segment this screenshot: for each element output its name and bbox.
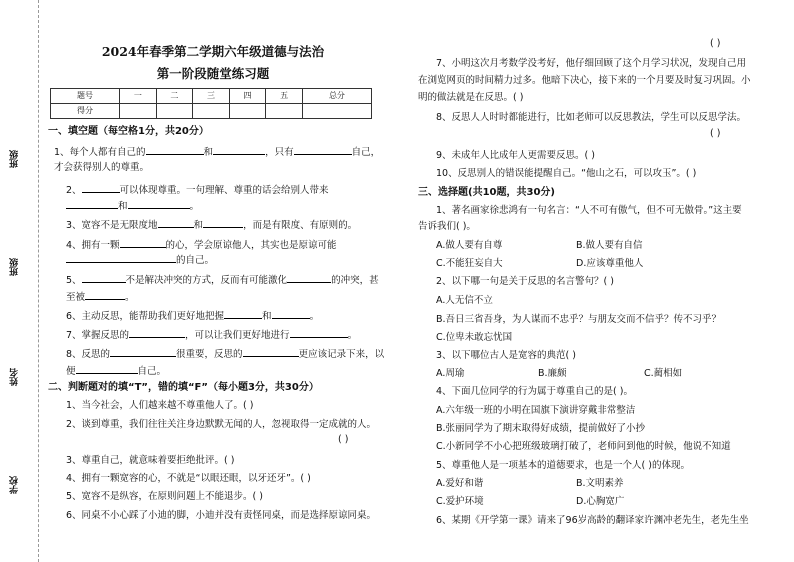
q-text: 5、 bbox=[66, 275, 82, 286]
judge-q6: 6、同桌不小心踩了小迪的脚，小迪并没有责怪同桌，而是选择原谅同桌。 bbox=[66, 510, 377, 521]
fill-q5-cont bbox=[66, 290, 135, 304]
score-header: 四 bbox=[229, 89, 266, 104]
blank[interactable] bbox=[272, 309, 310, 319]
blank[interactable] bbox=[294, 145, 352, 155]
q-text: 6、主动反思，能帮助我们更好地把握 bbox=[66, 311, 225, 322]
choice-q3-a[interactable]: A.周瑜 bbox=[436, 368, 465, 379]
choice-q5-c[interactable]: C.爱护环境 bbox=[436, 496, 484, 507]
q-text: 自己。 bbox=[137, 366, 167, 377]
choice-q5-d[interactable]: D.心胸宽广 bbox=[576, 496, 625, 507]
choice-q5-a[interactable]: A.爱好和谐 bbox=[436, 478, 484, 489]
fill-q4 bbox=[66, 238, 337, 252]
q-text: ，而是有限度、有原则的。 bbox=[243, 220, 358, 231]
q-text: 8、反思的 bbox=[66, 349, 111, 360]
choice-q2-b[interactable]: B.吾日三省吾身，为人谋而不忠乎？与朋友交而不信乎？传不习乎？ bbox=[436, 314, 722, 325]
score-value-row bbox=[51, 104, 372, 119]
fill-q2 bbox=[66, 183, 329, 197]
fill-q1-cont: 才会获得别人的尊重。 bbox=[54, 162, 150, 173]
choice-q3-b[interactable]: B.廉颇 bbox=[538, 368, 567, 379]
choice-q4-a[interactable]: A.六年级一班的小明在国旗下演讲穿戴非常整洁 bbox=[436, 405, 636, 416]
score-header: 一 bbox=[120, 89, 157, 104]
q-text: ，可以让我们更好地进行 bbox=[185, 330, 290, 341]
blank[interactable] bbox=[110, 347, 176, 357]
fill-q8-cont bbox=[66, 364, 166, 378]
q-text: 更应该记录下来，以 bbox=[298, 349, 385, 360]
judge-q3: 3、尊重自己，就意味着要拒绝批评。( ) bbox=[66, 455, 235, 466]
section-fill-blank-title: 一、填空题（每空格1分，共20分） bbox=[48, 126, 209, 137]
judge-q8-paren[interactable]: ( ) bbox=[710, 128, 721, 139]
blank[interactable] bbox=[82, 183, 120, 193]
judge-q7-cont2: 明的做法就是在反思。( ) bbox=[418, 92, 524, 103]
blank[interactable] bbox=[243, 347, 299, 357]
exam-subtitle: 第一阶段随堂练习题 bbox=[156, 66, 270, 81]
judge-q6-paren[interactable]: ( ) bbox=[710, 38, 721, 49]
blank[interactable] bbox=[290, 328, 348, 338]
choice-q5-b[interactable]: B.文明素养 bbox=[576, 478, 624, 489]
q-text: 的冲突，甚 bbox=[331, 275, 379, 286]
choice-q1: 1、著名画家徐悲鸿有一句名言：“人不可有傲气，但不可无傲骨。”这主要 bbox=[436, 205, 742, 216]
blank[interactable] bbox=[224, 309, 262, 319]
blank[interactable] bbox=[128, 199, 190, 209]
blank[interactable] bbox=[85, 290, 125, 300]
q-text: 和 bbox=[262, 311, 272, 322]
q-text: 至被 bbox=[66, 292, 86, 303]
q-text: 。 bbox=[189, 201, 200, 212]
q-text: 4、拥有一颗 bbox=[66, 240, 120, 251]
q-text: 。 bbox=[347, 330, 358, 341]
section-choice-title: 三、选择题(共10题，共30分) bbox=[418, 187, 555, 198]
score-header-row bbox=[51, 89, 372, 104]
judge-q1: 1、当今社会，人们越来越不尊重他人了。( ) bbox=[66, 400, 254, 411]
blank[interactable] bbox=[213, 145, 265, 155]
binding-margin bbox=[0, 0, 39, 562]
blank[interactable] bbox=[158, 218, 194, 228]
score-cell[interactable] bbox=[266, 104, 303, 119]
fill-q8 bbox=[66, 347, 384, 361]
judge-q2-paren[interactable]: ( ) bbox=[338, 434, 349, 445]
score-cell[interactable] bbox=[120, 104, 157, 119]
q-text: 和 bbox=[118, 201, 128, 212]
side-label-school: 学校 bbox=[10, 476, 20, 494]
q-text: 2、 bbox=[66, 185, 82, 196]
choice-q2: 2、以下哪一句是关于反思的名言警句？( ) bbox=[436, 276, 614, 287]
q-text: 7、掌握反思的 bbox=[66, 330, 130, 341]
score-cell[interactable] bbox=[156, 104, 193, 119]
section-true-false-title: 二、判断题对的填“T”，错的填“F”（每小题3分，共30分） bbox=[48, 382, 319, 393]
choice-q1-b[interactable]: B.做人要有自信 bbox=[576, 240, 643, 251]
choice-q2-c[interactable]: C.位卑未敢忘忧国 bbox=[436, 332, 513, 343]
choice-q6: 6、某期《开学第一课》请来了96岁高龄的翻译家许渊冲老先生，老先生坐 bbox=[436, 515, 749, 526]
blank[interactable] bbox=[129, 328, 185, 338]
judge-q9: 9、未成年人比成年人更需要反思。( ) bbox=[436, 150, 595, 161]
score-header: 题号 bbox=[51, 89, 120, 104]
q-text: 很重要，反思的 bbox=[176, 349, 243, 360]
side-label-name: 姓名 bbox=[10, 368, 20, 386]
score-header: 二 bbox=[156, 89, 193, 104]
q-text: 的心，学会原谅他人，其实也是原谅可能 bbox=[165, 240, 337, 251]
judge-q10: 10、反思别人的错误能提醒自己。“他山之石，可以攻玉”。( ) bbox=[436, 168, 697, 179]
q-text: 1、每个人都有自己的 bbox=[54, 147, 146, 158]
choice-q4-c[interactable]: C.小新同学不小心把班级玻璃打破了，老师问到他的时候，他说不知道 bbox=[436, 441, 731, 452]
choice-q4-b[interactable]: B.张丽同学为了期末取得好成绩，提前做好了小抄 bbox=[436, 423, 646, 434]
judge-q4: 4、拥有一颗宽容的心，不就是“以眼还眼，以牙还牙”。( ) bbox=[66, 473, 311, 484]
judge-q7: 7、小明这次月考数学没考好，他仔细回顾了这个月学习状况，发现自己用 bbox=[436, 58, 747, 69]
q-text: ，只有 bbox=[265, 147, 294, 158]
score-header: 五 bbox=[266, 89, 303, 104]
choice-q5: 5、尊重他人是一项基本的道德要求，也是一个人( )的体现。 bbox=[436, 460, 690, 471]
judge-q8: 8、反思人人时时都能进行，比如老师可以反思教法，学生可以反思学法。 bbox=[436, 112, 747, 123]
fill-q1 bbox=[54, 145, 380, 159]
score-row-label: 得分 bbox=[51, 104, 120, 119]
q-text: 自己， bbox=[351, 147, 381, 158]
score-header: 三 bbox=[193, 89, 230, 104]
judge-q2: 2、谈到尊重，我们往往关注身边默默无闻的人，忽视取得一定成就的人。 bbox=[66, 419, 377, 430]
blank[interactable] bbox=[146, 145, 204, 155]
blank[interactable] bbox=[203, 218, 243, 228]
side-label-class-2: 班级 bbox=[10, 258, 20, 276]
choice-q1-c[interactable]: C.不能狂妄自大 bbox=[436, 258, 503, 269]
blank[interactable] bbox=[120, 238, 166, 248]
exam-title: 2024年春季第二学期六年级道德与法治 bbox=[101, 44, 325, 59]
blank[interactable] bbox=[76, 364, 138, 374]
score-cell[interactable] bbox=[193, 104, 230, 119]
choice-q4: 4、下面几位同学的行为属于尊重自己的是( )。 bbox=[436, 386, 633, 397]
fill-q6 bbox=[66, 309, 319, 323]
choice-q3-c[interactable]: C.蔺相如 bbox=[644, 368, 683, 379]
choice-q1-a[interactable]: A.做人要有自尊 bbox=[436, 240, 503, 251]
choice-q3: 3、以下哪位古人是宽容的典范( ) bbox=[436, 350, 576, 361]
score-header: 总分 bbox=[302, 89, 371, 104]
choice-q1-cont: 告诉我们( )。 bbox=[418, 221, 476, 232]
fill-q3 bbox=[66, 218, 357, 232]
choice-q1-d[interactable]: D.应该尊重他人 bbox=[576, 258, 644, 269]
score-table bbox=[50, 88, 372, 119]
q-text: 的自己。 bbox=[176, 255, 215, 266]
q-text: 和 bbox=[203, 147, 214, 158]
q-text: 3、宽容不是无限度地 bbox=[66, 220, 158, 231]
q-text: 可以体现尊重。一句理解、尊重的话会给别人带来 bbox=[119, 185, 329, 196]
blank[interactable] bbox=[287, 273, 331, 283]
q-text: 便 bbox=[66, 366, 76, 377]
fill-q4-cont bbox=[66, 253, 214, 267]
q-text: 不是解决冲突的方式，反而有可能激化 bbox=[125, 275, 288, 286]
score-cell[interactable] bbox=[302, 104, 371, 119]
fill-q7 bbox=[66, 328, 357, 342]
side-label-class-1: 班级 bbox=[10, 150, 20, 168]
blank[interactable] bbox=[66, 253, 176, 263]
fill-q5 bbox=[66, 273, 379, 287]
judge-q5: 5、宽容不是纵容，在原则问题上不能退步。( ) bbox=[66, 491, 263, 502]
q-text: 。 bbox=[125, 292, 135, 303]
choice-q2-a[interactable]: A.人无信不立 bbox=[436, 295, 493, 306]
blank[interactable] bbox=[66, 199, 118, 209]
q-text: 。 bbox=[309, 311, 320, 322]
fill-q2-cont bbox=[66, 199, 199, 213]
score-cell[interactable] bbox=[229, 104, 266, 119]
q-text: 和 bbox=[193, 220, 204, 231]
blank[interactable] bbox=[82, 273, 126, 283]
judge-q7-cont1: 在浏览网页的时间精力过多。他暗下决心，接下来的一个月要及时复习巩固。小 bbox=[418, 75, 751, 86]
